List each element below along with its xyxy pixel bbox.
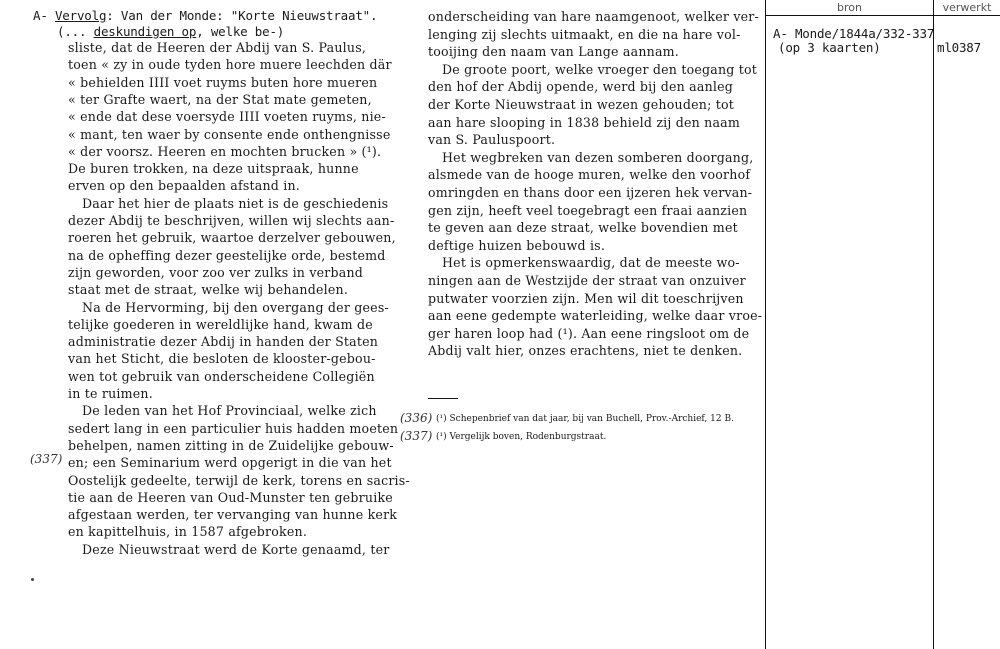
- right-column-line: lenging zij slechts uitmaakt, en die na hare vol-: [428, 26, 741, 42]
- left-column-line: Oostelijk gedeelte, terwijl de kerk, torens en sacris-: [68, 472, 410, 488]
- left-column-line: wen tot gebruik van onderscheidene Collegiën: [68, 368, 375, 384]
- left-column-line: telijke goederen in wereldlijke hand, kwam de: [68, 316, 373, 332]
- left-column-line: en kapittelhuis, in 1587 afgebroken.: [68, 524, 308, 540]
- table-column-divider: [933, 0, 934, 649]
- bron-card-count: (op 3 kaarten): [778, 40, 881, 55]
- left-column-line: tie aan de Heeren van Oud-Munster ten gebruike: [68, 489, 393, 505]
- header-verwerkt: verwerkt: [942, 1, 992, 14]
- footnote-ref-2: (337): [400, 429, 433, 443]
- left-column-line: administratie dezer Abdij in handen der Staten: [68, 334, 379, 350]
- left-column-line: zijn geworden, voor zoo ver zulks in verband: [68, 264, 364, 280]
- right-column-line: alsmede van de hooge muren, welke den voorhof: [428, 167, 751, 183]
- left-column-line: sliste, dat de Heeren der Abdij van S. Paulus,: [68, 40, 367, 55]
- left-column-line: sedert lang in een particulier huis hadden moeten: [68, 420, 399, 436]
- left-column-line: en; een Seminarium werd opgerigt in die van het: [68, 455, 392, 471]
- right-column-line: van S. Pauluspoort.: [428, 132, 556, 148]
- left-column-line: behelpen, namen zitting in de Zuidelijke gebouw-: [68, 437, 394, 453]
- left-column-line: De leden van het Hof Provinciaal, welke zich: [82, 403, 377, 419]
- left-column-line: afgestaan werden, ter vervanging van hunne kerk: [68, 507, 398, 523]
- left-column-line: na de opheffing dezer geestelijke orde, bestemd: [68, 247, 386, 263]
- right-column-line: putwater voorzien zijn. Men wil dit toeschrijven: [428, 290, 744, 306]
- heading-title: : Van der Monde: "Korte Nieuwstraat".: [106, 8, 378, 23]
- right-column-line: omringden en thans door een ijzeren hek vervan-: [428, 185, 753, 200]
- card-label: A-: [33, 8, 48, 23]
- left-column-line: De buren trokken, na deze uitspraak, hunne: [68, 161, 359, 177]
- right-column-line: aan hare slooping in 1838 behield zij den naam: [428, 114, 741, 130]
- table-left-border: [765, 0, 766, 649]
- left-column-line: Na de Hervorming, bij den overgang der gees-: [82, 299, 389, 315]
- right-column-line: aan eene gedempte waterleiding, welke daar vroe-: [428, 308, 763, 324]
- footnote-ref-1: (336): [400, 411, 433, 425]
- table-header-rule: [765, 15, 1000, 16]
- right-column-line: tooijing den naam van Lange aannam.: [428, 44, 679, 60]
- right-column-line: der Korte Nieuwstraat in wezen gehouden; tot: [428, 97, 735, 112]
- left-column-line: dezer Abdij te beschrijven, willen wij slechts aan-: [68, 213, 395, 228]
- heading-line2-pre: (...: [57, 24, 94, 39]
- left-column-line: staat met de straat, welke wij behandelen.: [68, 282, 349, 298]
- heading-vervolg: Vervolg: [54, 8, 107, 23]
- left-column-line: Deze Nieuwstraat werd de Korte genaamd, ter: [82, 541, 390, 557]
- heading-line2-post: , welke be-): [196, 24, 285, 39]
- right-column-line: ger haren loop had (¹). Aan eene ringsloot om de: [428, 325, 750, 341]
- left-column-line: Daar het hier de plaats niet is de geschiedenis: [82, 195, 389, 211]
- left-column-line: « behielden IIII voet ruyms buten hore mueren: [68, 74, 378, 90]
- heading-line2-underlined: deskundigen op: [93, 24, 197, 39]
- card-heading: [33, 8, 377, 23]
- card-heading-line2: [57, 24, 284, 39]
- right-column-line: deftige huizen bebouwd is.: [428, 237, 606, 253]
- left-column-line: « der voorsz. Heeren en mochten brucken » (¹).: [68, 143, 382, 159]
- left-column-line: toen « zy in oude tyden hore muere leechden där: [68, 57, 392, 73]
- margin-dot: [31, 578, 34, 581]
- left-column-line: « mant, ten waer by consente ende onthengnisse: [68, 126, 391, 142]
- left-column-line: erven op den bepaalden afstand in.: [68, 178, 300, 194]
- right-column-line: Het wegbreken van dezen somberen doorgang,: [442, 149, 754, 165]
- left-column-line: « ende dat dese voersyde IIII voeten ruyms, nie-: [68, 109, 386, 125]
- header-bron: bron: [837, 1, 862, 14]
- margin-note: (337): [30, 452, 63, 466]
- right-column-line: onderscheiding van hare naamgenoot, welker ver-: [428, 9, 759, 24]
- right-column-line: te geven aan deze straat, welke bovendien met: [428, 220, 738, 236]
- right-column-line: Het is opmerkenswaardig, dat de meeste wo-: [442, 255, 740, 271]
- right-column-line: den hof der Abdij opende, werd bij den aanleg: [428, 79, 734, 95]
- right-column-line: Abdij valt hier, onzes erachtens, niet te denken.: [428, 343, 743, 359]
- footnote-1: (¹) Schepenbrief van dat jaar, bij van Buchell, Prov.-Archief, 12 B.: [436, 414, 734, 424]
- footnote-rule: [428, 398, 458, 399]
- footnote-2: (¹) Vergelijk boven, Rodenburgstraat.: [436, 432, 607, 442]
- right-column-line: ningen aan de Westzijde der straat van onzuiver: [428, 273, 746, 288]
- bron-reference: A- Monde/1844a/332-337: [773, 26, 935, 41]
- right-column-line: De groote poort, welke vroeger den toegang tot: [442, 61, 758, 77]
- verwerkt-code: ml0387: [937, 40, 981, 55]
- left-column-line: van het Sticht, die besloten de klooster-gebou-: [68, 351, 376, 367]
- right-column-line: gen zijn, heeft veel toegebragt een fraai aanzien: [428, 202, 748, 218]
- left-column-line: « ter Grafte waert, na der Stat mate gemeten,: [68, 91, 372, 107]
- left-column-line: in te ruimen.: [68, 386, 153, 401]
- left-column-line: roeren het gebruik, waartoe derzelver gebouwen,: [68, 230, 396, 246]
